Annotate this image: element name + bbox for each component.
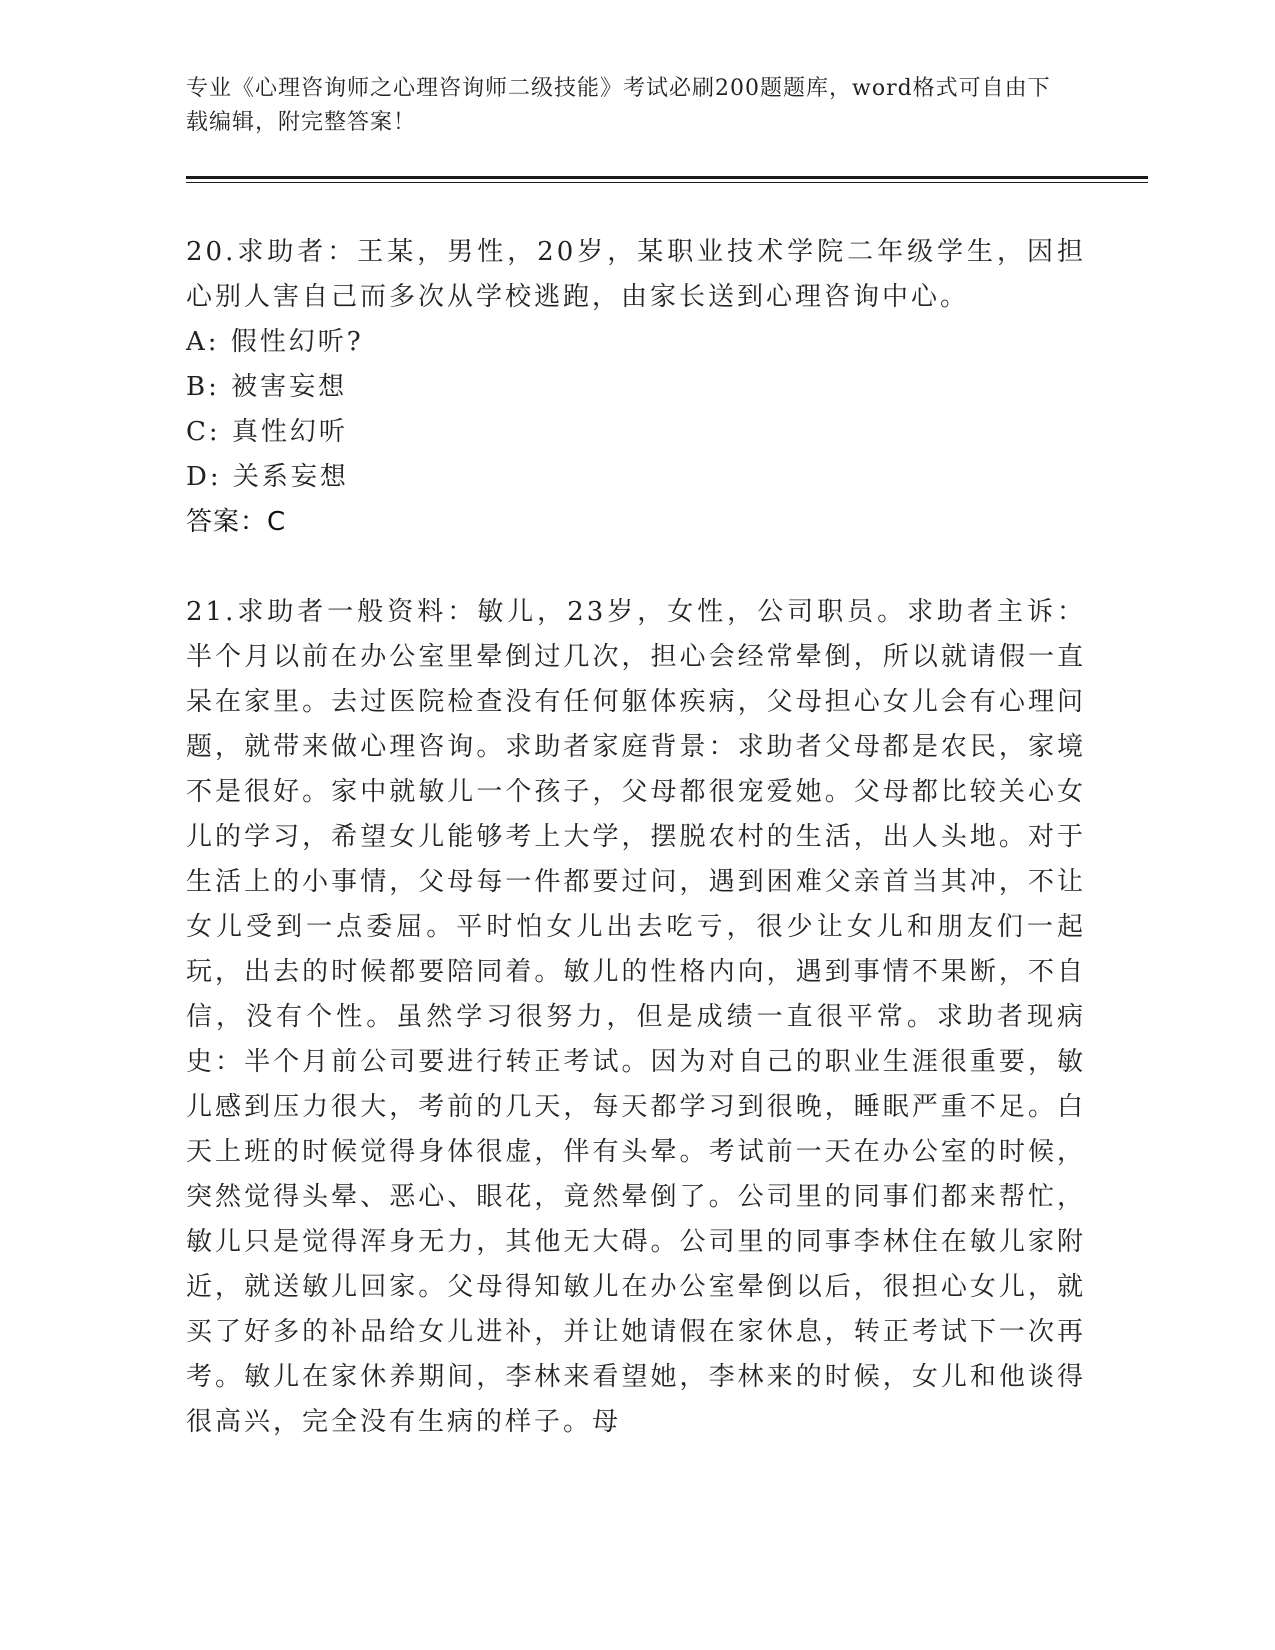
option-d: D: 关系妄想: [186, 462, 349, 492]
header-divider-thick: [186, 176, 1148, 179]
question-20: [186, 230, 1086, 545]
question-21: [186, 590, 1086, 1445]
question-stem: 20.求助者：王某，男性，20岁，某职业技术学院二年级学生，因担心别人害自己而多次从学校逃跑，由家长送到心理咨询中心。: [186, 237, 1086, 312]
header-divider-thin: [186, 182, 1148, 183]
question-spacer: [186, 545, 1086, 590]
option-b: B: 被害妄想: [186, 372, 348, 402]
answer-text: 答案：C: [186, 507, 287, 537]
option-a: A: 假性幻听?: [186, 327, 364, 357]
document-header: [186, 72, 1066, 140]
option-c: C: 真性幻听: [186, 417, 348, 447]
header-text: 专业《心理咨询师之心理咨询师二级技能》考试必刷200题题库，word格式可自由下载编辑，附完整答案！: [186, 76, 1051, 135]
question-stem: 21.求助者一般资料：敏儿，23岁，女性，公司职员。求助者主诉：半个月以前在办公室里晕倒过几次，担心会经常晕倒，所以就请假一直呆在家里。去过医院检查没有任何躯体疾病，父母担心女儿会有心理问题，就带来做心理咨询。求助者家庭背景：求助者父母都是农民，家境不是很好。家中就敏儿一个孩子，父母都很宠爱她。父母都比较关心女儿的学习，希望女儿能够考上大学，摆脱农村的生活，出人头地。对于生活上的小事情，父母每一件都要过问，遇到困难父亲首当其冲，不让女儿受到一点委屈。平时怕女儿出去吃亏，很少让女儿和朋友们一起玩，出去的时候都要陪同着。敏儿的性格内向，遇到事情不果断，不自信，没有个性。虽然学习很努力，但是成绩一直很平常。求助者现病史：半个月前公司要进行转正考试。因为对自己的职业生涯很重要，敏儿感到压力很大，考前的几天，每天都学习到很晚，睡眠严重不足。白天上班的时候觉得身体很虚，伴有头晕。考试前一天在办公室的时候，突然觉得头晕、恶心、眼花，竟然晕倒了。公司里的同事们都来帮忙，敏儿只是觉得浑身无力，其他无大碍。公司里的同事李林住在敏儿家附近，就送敏儿回家。父母得知敏儿在办公室晕倒以后，很担心女儿，就买了好多的补品给女儿进补，并让她请假在家休息，转正考试下一次再考。敏儿在家休养期间，李林来看望她，李林来的时候，女儿和他谈得很高兴，完全没有生病的样子。母: [186, 597, 1086, 1437]
question-list: [186, 230, 1086, 1445]
